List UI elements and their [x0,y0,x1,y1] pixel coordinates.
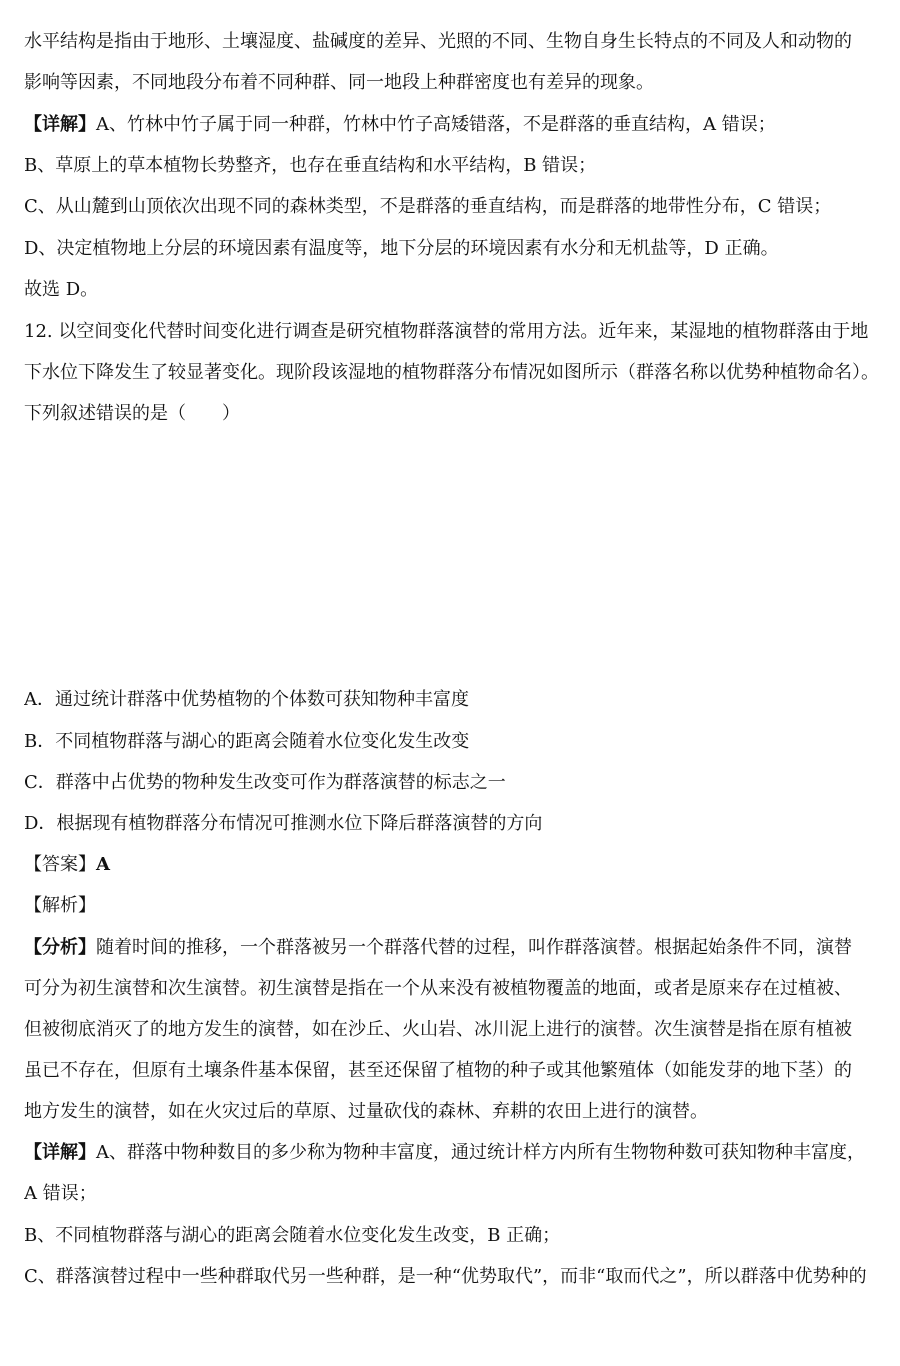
option-b: B．不同植物群落与湖心的距离会随着水位变化发生改变 [24,731,470,752]
fenxi-text: 随着时间的推移，一个群落被另一个群落代替的过程，叫作群落演替。根据起始条件不同，演替 [96,937,852,958]
detail-line: C、群落演替过程中一些种群取代另一些种群，是一种“优势取代”，而非“取而代之”，所以群落中优势种的 [24,1266,867,1287]
detail-label: 【详解】 [24,114,96,135]
detail-line: B、不同植物群落与湖心的距离会随着水位变化发生改变，B 正确； [24,1225,561,1246]
xiangjie-label: 【详解】 [24,1142,96,1163]
text-line: C、从山麓到山顶依次出现不同的森林类型，不是群落的垂直结构，而是群落的地带性分布，C 错误； [24,196,832,217]
analysis-line: 可分为初生演替和次生演替。初生演替是指在一个从来没有被植物覆盖的地面，或者是原来存在过植被、 [24,978,852,999]
text-line: 水平结构是指由于地形、土壤湿度、盐碱度的差异、光照的不同、生物自身生长特点的不同及人和动物的 [24,31,852,52]
detail-text: A、竹林中竹子属于同一种群，竹林中竹子高矮错落，不是群落的垂直结构，A 错误； [96,114,776,135]
analysis-line: 但被彻底消灭了的地方发生的演替，如在沙丘、火山岩、冰川泥上进行的演替。次生演替是指在原有植被 [24,1019,852,1040]
option-a: A．通过统计群落中优势植物的个体数可获知物种丰富度 [24,689,469,710]
detail-line [24,1141,884,1165]
analysis-line: 虽已不存在，但原有土壤条件基本保留，甚至还保留了植物的种子或其他繁殖体（如能发芽的地下茎）的 [24,1060,852,1081]
figure-placeholder [24,430,876,670]
detail-line: A 错误； [24,1183,97,1204]
text-line: 影响等因素，不同地段分布着不同种群、同一地段上种群密度也有差异的现象。 [24,72,654,93]
answer-label: 【答案】 [24,854,96,875]
option-c: C．群落中占优势的物种发生改变可作为群落演替的标志之一 [24,772,506,793]
answer-value: A [96,854,110,875]
analysis-label: 【解析】 [24,895,96,916]
detail-line [24,113,884,137]
option-d: D．根据现有植物群落分布情况可推测水位下降后群落演替的方向 [24,813,543,834]
analysis-line: 地方发生的演替，如在火灾过后的草原、过量砍伐的森林、弃耕的农田上进行的演替。 [24,1101,708,1122]
xiangjie-text: A、群落中物种数目的多少称为物种丰富度，通过统计样方内所有生物物种数可获知物种丰富度， [96,1142,865,1163]
answer-line [24,853,884,877]
conclusion-line: 故选 D。 [24,279,99,300]
analysis-line [24,936,884,960]
question-12-line: 12. 以空间变化代替时间变化进行调查是研究植物群落演替的常用方法。近年来，某湿地的植物群落由于地 [24,321,869,342]
question-12-line: 下水位下降发生了较显著变化。现阶段该湿地的植物群落分布情况如图所示（群落名称以优势种植物命名）。 [24,362,879,383]
fenxi-label: 【分析】 [24,937,96,958]
text-line: D、决定植物地上分层的环境因素有温度等，地下分层的环境因素有水分和无机盐等，D 正确。 [24,238,779,259]
question-12-line: 下列叙述错误的是（ ） [24,403,240,424]
text-line: B、草原上的草本植物长势整齐，也存在垂直结构和水平结构，B 错误； [24,155,597,176]
